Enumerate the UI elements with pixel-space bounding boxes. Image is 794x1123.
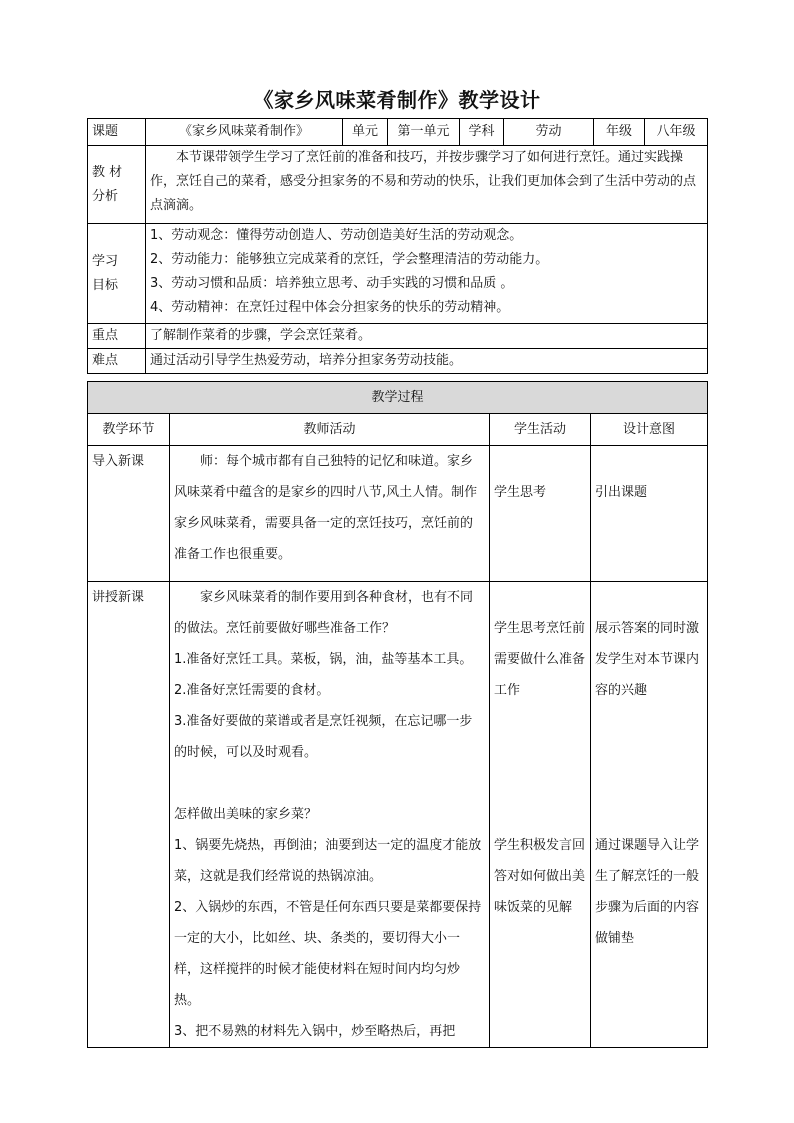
- goal-item: 1、劳动观念：懂得劳动创造人、劳动创造美好生活的劳动观念。: [150, 228, 523, 243]
- analysis-label-line1: 教 材: [92, 164, 123, 180]
- header-student: 学生活动: [490, 414, 591, 446]
- student-text-1: 学生思考烹饪前需要做什么准备工作: [494, 621, 586, 698]
- analysis-label: [88, 146, 146, 224]
- student-activity-intro: [490, 446, 591, 582]
- goal-item: 4、劳动精神：在烹饪过程中体会分担家务的快乐的劳动精神。: [150, 300, 510, 315]
- course-value: 《家乡风味菜肴制作》: [146, 119, 343, 146]
- student-activity-text: 学生思考: [494, 485, 547, 500]
- tip-item: 1、锅要先烧热，再倒油；油要到达一定的温度才能放菜，这就是我们经常说的热锅凉油。: [174, 838, 482, 884]
- analysis-label-line2: 分析: [92, 188, 119, 204]
- intent-new: [591, 582, 708, 1048]
- question-text: 怎样做出美味的家乡菜？: [174, 807, 318, 822]
- header-stage: 教学环节: [88, 414, 170, 446]
- stage-new-lesson: 讲授新课: [88, 582, 170, 1048]
- intent-text-1: 展示答案的同时激发学生对本节课内容的兴趣: [595, 621, 700, 698]
- header-intent: 设计意图: [591, 414, 708, 446]
- goals-label-line1: 学习: [92, 253, 119, 269]
- key-text: 了解制作菜肴的步骤，学会烹饪菜肴。: [146, 324, 708, 349]
- teacher-activity-intro: 师：每个城市都有自己独特的记忆和味道。家乡风味菜肴中蕴含的是家乡的四时八节,风土人情。制作家乡风味菜肴，需要具备一定的烹饪技巧，烹饪前的准备工作也很重要。: [170, 446, 490, 582]
- tip-item: 3、把不易熟的材料先入锅中，炒至略热后，再把: [174, 1024, 456, 1039]
- stage-intro: 导入新课: [88, 446, 170, 582]
- header-teacher: 教师活动: [170, 414, 490, 446]
- page-title: 《家乡风味菜肴制作》教学设计: [253, 88, 541, 112]
- student-activity-new: [490, 582, 591, 1048]
- goals-cell: [146, 224, 708, 324]
- grade-value: 八年级: [645, 119, 708, 146]
- difficulty-text: 通过活动引导学生热爱劳动，培养分担家务劳动技能。: [146, 349, 708, 374]
- tip-item: 2、入锅炒的东西，不管是任何东西只要是菜都要保持一定的大小，比如丝、块、条类的，要切得大小一样，这样搅拌的时候才能使材料在短时间内均匀炒热。: [174, 900, 482, 1008]
- subject-label: 学科: [460, 119, 504, 146]
- grade-label: 年级: [594, 119, 645, 146]
- prep-item: 1.准备好烹饪工具。菜板，锅，油，盐等基本工具。: [174, 652, 473, 667]
- process-title: 教学过程: [88, 382, 708, 414]
- unit-value: 第一单元: [388, 119, 460, 146]
- prep-item: 2.准备好烹饪需要的食材。: [174, 683, 330, 698]
- intent-text: 引出课题: [595, 485, 648, 500]
- course-label: 课题: [88, 119, 146, 146]
- teacher-activity-new: [170, 582, 490, 1048]
- goal-item: 2、劳动能力：能够独立完成菜肴的烹饪，学会整理清洁的劳动能力。: [150, 252, 549, 267]
- intent-intro: [591, 446, 708, 582]
- subject-value: 劳动: [504, 119, 594, 146]
- prep-item: 3.准备好要做的菜谱或者是烹饪视频，在忘记哪一步的时候，可以及时观看。: [174, 714, 473, 760]
- process-table: [87, 381, 708, 1048]
- student-text-2: 学生积极发言回答对如何做出美味饭菜的见解: [494, 838, 586, 915]
- teacher-intro-text: 家乡风味菜肴的制作要用到各种食材，也有不同的做法。烹饪前要做好哪些准备工作？: [174, 590, 474, 636]
- goals-label-line2: 目标: [92, 277, 119, 293]
- info-table: [87, 118, 708, 374]
- intent-text-2: 通过课题导入让学生了解烹饪的一般步骤为后面的内容做铺垫: [595, 838, 700, 946]
- goals-label: [88, 224, 146, 324]
- goal-item: 3、劳动习惯和品质：培养独立思考、动手实践的习惯和品质 。: [150, 276, 514, 291]
- key-label: 重点: [88, 324, 146, 349]
- unit-label: 单元: [343, 119, 388, 146]
- difficulty-label: 难点: [88, 349, 146, 374]
- analysis-text: 本节课带领学生学习了烹饪前的准备和技巧，并按步骤学习了如何进行烹饪。通过实践操作，烹饪自己的菜肴，感受分担家务的不易和劳动的快乐，让我们更加体会到了生活中劳动的点点滴滴。: [146, 146, 708, 224]
